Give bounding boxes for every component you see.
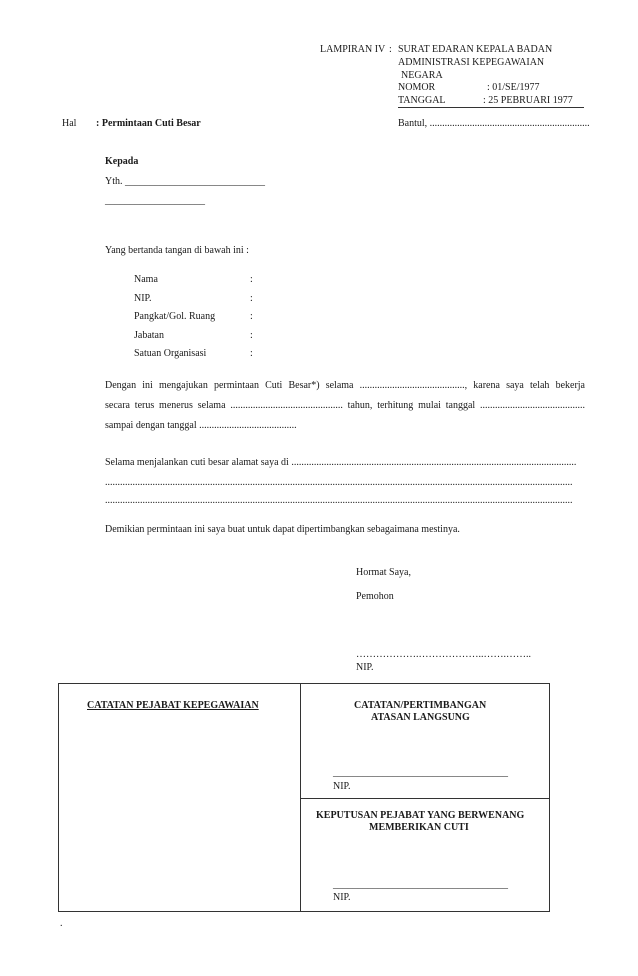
signature-dots: ……………….………………..…….…….. xyxy=(356,649,531,660)
right-bottom-title-1: KEPUTUSAN PEJABAT YANG BERWENANG xyxy=(316,810,525,821)
closing-text: Demikian permintaan ini saya buat untuk dapat dipertimbangkan sebagaimana mestinya. xyxy=(105,524,460,535)
right-top-title-2: ATASAN LANGSUNG xyxy=(371,712,470,723)
right-bottom-sign-line: ___________________________________ xyxy=(333,879,508,890)
lampiran-line3: NEGARA xyxy=(401,70,443,81)
right-bottom-title-2: MEMBERIKAN CUTI xyxy=(369,822,469,833)
hormat-saya: Hormat Saya, xyxy=(356,567,411,578)
hal-label: Hal xyxy=(62,118,77,129)
paragraph2-line2: ........................................................................................................................................................................................... xyxy=(105,477,573,488)
tanggal-label: TANGGAL xyxy=(398,95,446,106)
paragraph2-line3: ........................................................................................................................................................................................... xyxy=(105,495,573,506)
field-sep-satuan: : xyxy=(250,348,253,359)
recipient-line2: ____________________ xyxy=(105,195,205,206)
nomor-value: : 01/SE/1977 xyxy=(487,82,540,93)
kepada-label: Kepada xyxy=(105,156,139,167)
tanggal-value: : 25 PEBRUARI 1977 xyxy=(483,95,573,106)
notes-box-divider-horizontal xyxy=(300,798,549,799)
footer-dot: . xyxy=(60,918,63,929)
field-sep-pangkat: : xyxy=(250,311,253,322)
right-top-sign-line: ___________________________________ xyxy=(333,767,508,778)
field-sep-jabatan: : xyxy=(250,330,253,341)
paragraph1-line2: secara terus menerus selama ............................................. tahun, terhitung mulai tanggal .......................................... xyxy=(105,400,585,411)
field-sep-nip: : xyxy=(250,293,253,304)
field-label-nip: NIP. xyxy=(134,293,152,304)
lampiran-label: LAMPIRAN IV xyxy=(320,44,386,55)
right-top-nip: NIP. xyxy=(333,781,351,792)
field-label-satuan: Satuan Organisasi xyxy=(134,348,207,359)
field-sep-nama: : xyxy=(250,274,253,285)
paragraph1-line1: Dengan ini mengajukan permintaan Cuti Besar*) selama .........................................., karena saya telah bekerja xyxy=(105,380,585,391)
paragraph2-line1: Selama menjalankan cuti besar alamat saya di .................................................................................................................. xyxy=(105,457,577,468)
left-box-title: CATATAN PEJABAT KEPEGAWAIAN xyxy=(87,700,259,711)
nomor-label: NOMOR xyxy=(398,82,436,93)
hal-value: : Permintaan Cuti Besar xyxy=(96,118,201,129)
right-top-title-1: CATATAN/PERTIMBANGAN xyxy=(354,700,487,711)
intro-text: Yang bertanda tangan di bawah ini : xyxy=(105,245,249,256)
lampiran-sep: : xyxy=(389,44,392,55)
signature-nip: NIP. xyxy=(356,662,374,673)
pemohon-label: Pemohon xyxy=(356,591,394,602)
field-label-nama: Nama xyxy=(134,274,158,285)
lampiran-value: SURAT EDARAN KEPALA BADAN xyxy=(398,44,553,55)
tanggal-underline xyxy=(398,107,584,108)
paragraph1-line3: sampai dengan tanggal ....................................... xyxy=(105,420,297,431)
place-date: Bantul, ................................................................ xyxy=(398,118,590,129)
lampiran-line2: ADMINISTRASI KEPEGAWAIAN xyxy=(398,57,545,68)
field-label-pangkat: Pangkat/Gol. Ruang xyxy=(134,311,216,322)
notes-box-divider-vertical xyxy=(300,683,301,911)
right-bottom-nip: NIP. xyxy=(333,892,351,903)
field-label-jabatan: Jabatan xyxy=(134,330,164,341)
yth-line: Yth. ____________________________ xyxy=(105,176,265,187)
